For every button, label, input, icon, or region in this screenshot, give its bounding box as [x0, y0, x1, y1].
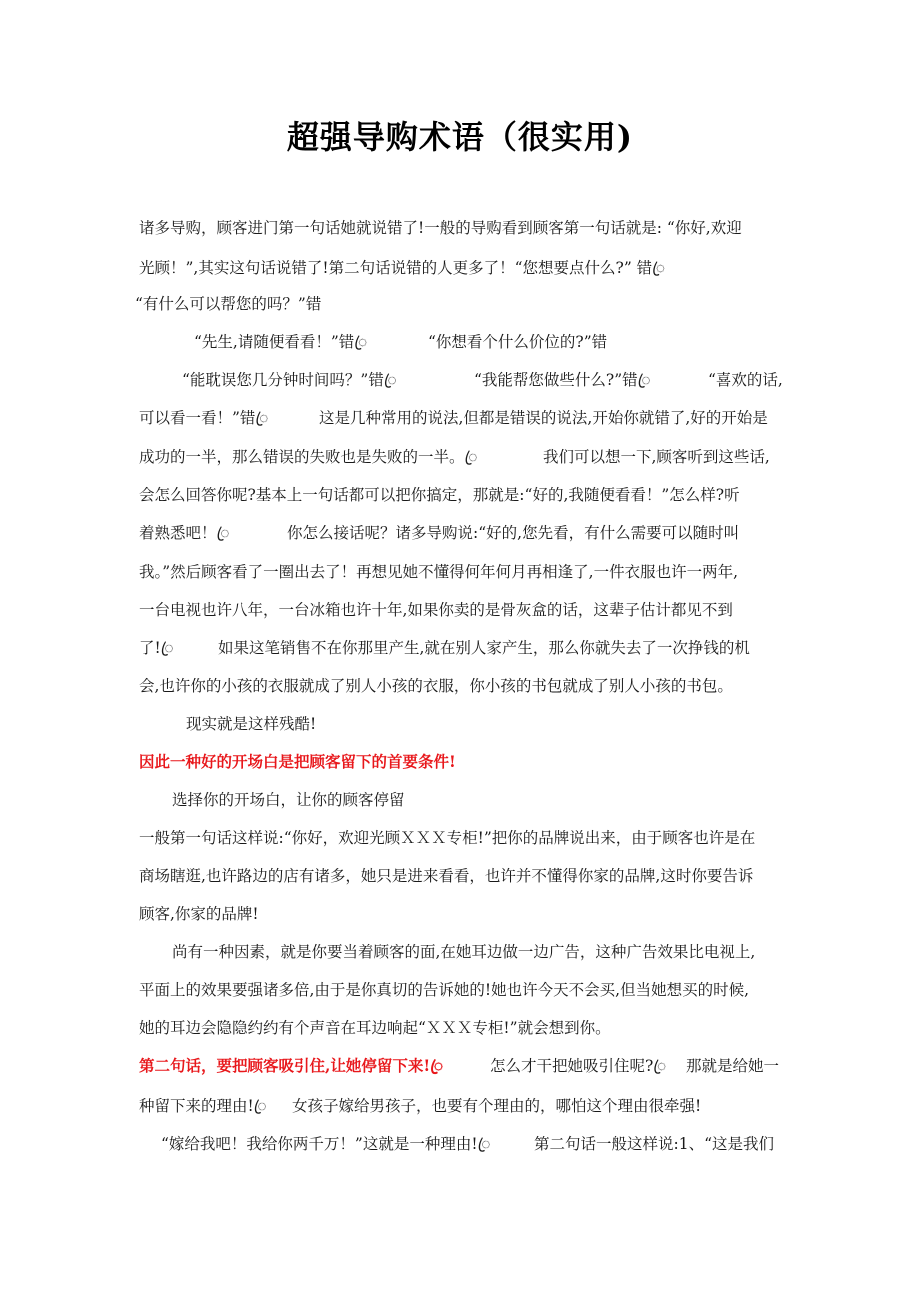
paragraph-line: “我能帮您做些什么?”错ꦿ: [474, 371, 651, 389]
paragraph-line: “你想看个什么价位的?”错: [428, 333, 608, 351]
paragraph-line: 顾客,你家的品牌!: [139, 905, 259, 923]
paragraph-line: 选择你的开场白，让你的顾客停留: [172, 791, 405, 809]
paragraph-line: 着熟悉吧！ꦿ: [139, 524, 230, 542]
paragraph-line: 成功的一半，那么错误的失败也是失败的一半。ꦿ: [139, 448, 478, 466]
paragraph-line: 尚有一种因素，就是你要当着顾客的面,在她耳边做一边广告，这种广告效果比电视上,: [172, 943, 756, 961]
paragraph-line: 女孩子嫁给男孩子，也要有个理由的，哪怕这个理由很牵强!: [292, 1097, 702, 1115]
paragraph-line: 一台电视也许八年，一台冰箱也许十年,如果你卖的是骨灰盒的话，这辈子估计都见不到: [139, 601, 733, 619]
paragraph-line: 这是几种常用的说法,但都是错误的说法,开始你就错了,好的开始是: [319, 409, 768, 427]
paragraph-line: 种留下来的理由!ꦿ: [139, 1097, 267, 1115]
paragraph-line: “能耽误您几分钟时间吗？”错ꦿ: [182, 371, 397, 389]
paragraph-line: 如果这笔销售不在你那里产生,就在别人家产生，那么你就失去了一次挣钱的机: [218, 639, 750, 657]
paragraph-line: 现实就是这样残酷!: [186, 715, 317, 733]
paragraph-line: 怎么才干把她吸引住呢?ꦿ: [490, 1057, 667, 1075]
paragraph-line: 你怎么接话呢？诸多导购说:“好的,您先看，有什么需要可以随时叫: [287, 524, 740, 542]
paragraph-line: 我。”然后顾客看了一圈出去了！再想见她不懂得何年何月再相逢了,一件衣服也许一两年,: [139, 563, 739, 581]
paragraph-line: “嫁给我吧！我给你两千万！”这就是一种理由!ꦿ: [161, 1135, 491, 1153]
paragraph-line: 会,也许你的小孩的衣服就成了别人小孩的衣服，你小孩的书包就成了别人小孩的书包。: [139, 677, 733, 695]
paragraph-line: “喜欢的话,: [708, 371, 783, 389]
paragraph-line: 那就是给她一: [686, 1057, 780, 1075]
paragraph-line: 会怎么回答你呢?基本上一句话都可以把你搞定，那就是:“好的,我随便看看！”怎么样?听: [139, 486, 740, 504]
paragraph-line: 我们可以想一下,顾客听到这些话,: [543, 448, 770, 466]
paragraph-line: “先生,请随便看看！”错ꦿ: [194, 333, 368, 351]
paragraph-line: 她的耳边会隐隐约约有个声音在耳边响起“ＸＸＸ专柜!”就会想到你。: [139, 1019, 611, 1037]
paragraph-line: “有什么可以帮您的吗？”错: [135, 295, 322, 313]
document-title: 超强导购术语（很实用): [286, 118, 634, 156]
paragraph-line: 第二句话一般这样说:1、“这是我们: [534, 1135, 775, 1153]
paragraph-line: 了!ꦿ: [139, 639, 174, 657]
paragraph-line: 诸多导购，顾客进门第一句话她就说错了!一般的导购看到顾客第一句话就是: “你好,欢迎: [139, 219, 742, 237]
paragraph-line: 平面上的效果要强诸多倍,由于是你真切的告诉她的!她也许今天不会买,但当她想买的时候,: [139, 981, 750, 999]
highlighted-heading: 第二句话，要把顾客吸引住,让她停留下来!ꦿ: [139, 1056, 444, 1075]
paragraph-line: 光顾！”,其实这句话说错了!第二句话说错的人更多了！“您想要点什么?” 错ꦿ: [139, 259, 666, 277]
paragraph-line: 可以看一看！”错ꦿ: [139, 409, 269, 427]
highlighted-heading: 因此一种好的开场白是把顾客留下的首要条件!: [139, 752, 456, 771]
paragraph-line: 商场瞎逛,也许路边的店有诸多，她只是进来看看，也许并不懂得你家的品牌,这时你要告诉: [139, 867, 754, 885]
paragraph-line: 一般第一句话这样说:“你好，欢迎光顾ＸＸＸ专柜!”把你的品牌说出来，由于顾客也许是在: [139, 829, 756, 847]
